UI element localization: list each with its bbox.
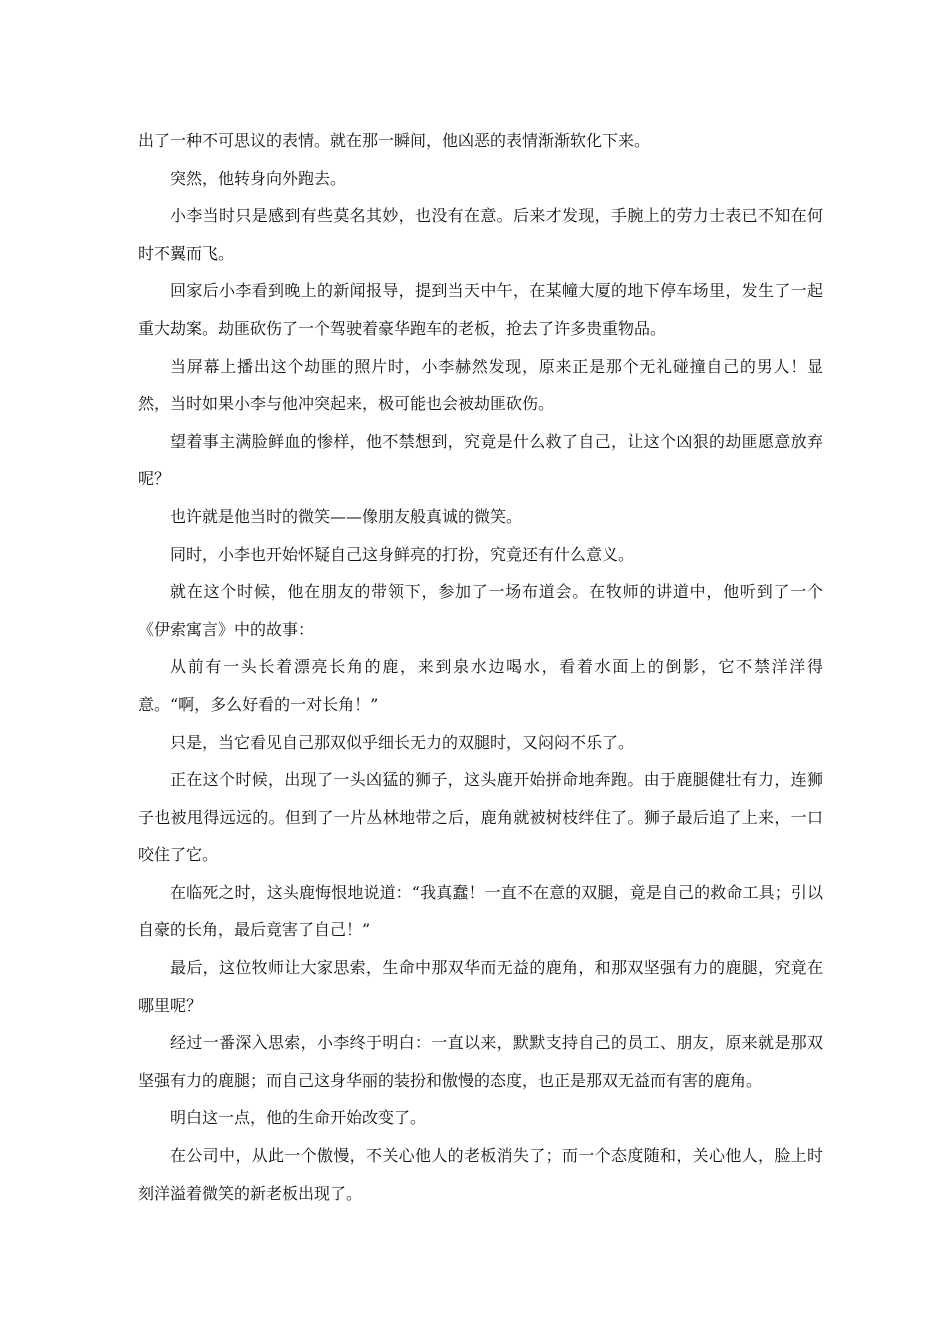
document-body xyxy=(138,122,823,1212)
paragraph-continuation: 出了一种不可思议的表情。就在那一瞬间，他凶恶的表情渐渐软化下来。 xyxy=(138,131,651,150)
paragraph: 也许就是他当时的微笑——像朋友般真诚的微笑。 xyxy=(170,506,523,526)
paragraph: 在公司中，从此一个傲慢，不关心他人的老板消失了；而一个态度随和，关心他人，脸上时刻洋溢着微笑的新老板出现了。 xyxy=(138,1146,823,1203)
paragraph: 回家后小李看到晚上的新闻报导，提到当天中午，在某幢大厦的地下停车场里，发生了一起重大劫案。劫匪砍伤了一个驾驶着豪华跑车的老板，抢去了许多贵重物品。 xyxy=(138,281,823,338)
paragraph: 正在这个时候，出现了一头凶猛的狮子，这头鹿开始拼命地奔跑。由于鹿腿健壮有力，连狮子也被甩得远远的。但到了一片丛林地带之后，鹿角就被树枝绊住了。狮子最后追了上来，一口咬住了它。 xyxy=(138,770,823,865)
paragraph: 明白这一点，他的生命开始改变了。 xyxy=(170,1108,427,1128)
paragraph: 同时，小李也开始怀疑自己这身鲜亮的打扮，究竟还有什么意义。 xyxy=(170,544,635,564)
paragraph: 小李当时只是感到有些莫名其妙，也没有在意。后来才发现，手腕上的劳力士表已不知在何时不翼而飞。 xyxy=(138,206,823,263)
paragraph: 望着事主满脸鲜血的惨样，他不禁想到，究竟是什么救了自己，让这个凶狠的劫匪愿意放弃呢？ xyxy=(138,431,823,489)
paragraph: 经过一番深入思索，小李终于明白：一直以来，默默支持自己的员工、朋友，原来就是那双坚强有力的鹿腿；而自己这身华丽的装扮和傲慢的态度，也正是那双无益而有害的鹿角。 xyxy=(138,1033,823,1090)
paragraph: 在临死之时，这头鹿悔恨地说道：“我真蠢！一直不在意的双腿，竟是自己的救命工具；引以自豪的长角，最后竟害了自己！” xyxy=(138,882,823,940)
paragraph: 只是，当它看见自己那双似乎细长无力的双腿时，又闷闷不乐了。 xyxy=(170,732,635,752)
paragraph: 从前有一头长着漂亮长角的鹿，来到泉水边喝水，看着水面上的倒影，它不禁洋洋得意。“啊，多么好看的一对长角！” xyxy=(138,657,823,714)
paragraph: 最后，这位牧师让大家思索，生命中那双华而无益的鹿角，和那双坚强有力的鹿腿，究竟在哪里呢？ xyxy=(138,958,823,1015)
paragraph: 当屏幕上播出这个劫匪的照片时，小李赫然发现，原来正是那个无礼碰撞自己的男人！显然，当时如果小李与他冲突起来，极可能也会被劫匪砍伤。 xyxy=(138,356,823,414)
paragraph: 就在这个时候，他在朋友的带领下，参加了一场布道会。在牧师的讲道中，他听到了一个《伊索寓言》中的故事： xyxy=(138,582,823,639)
paragraph: 突然，他转身向外跑去。 xyxy=(170,168,347,188)
